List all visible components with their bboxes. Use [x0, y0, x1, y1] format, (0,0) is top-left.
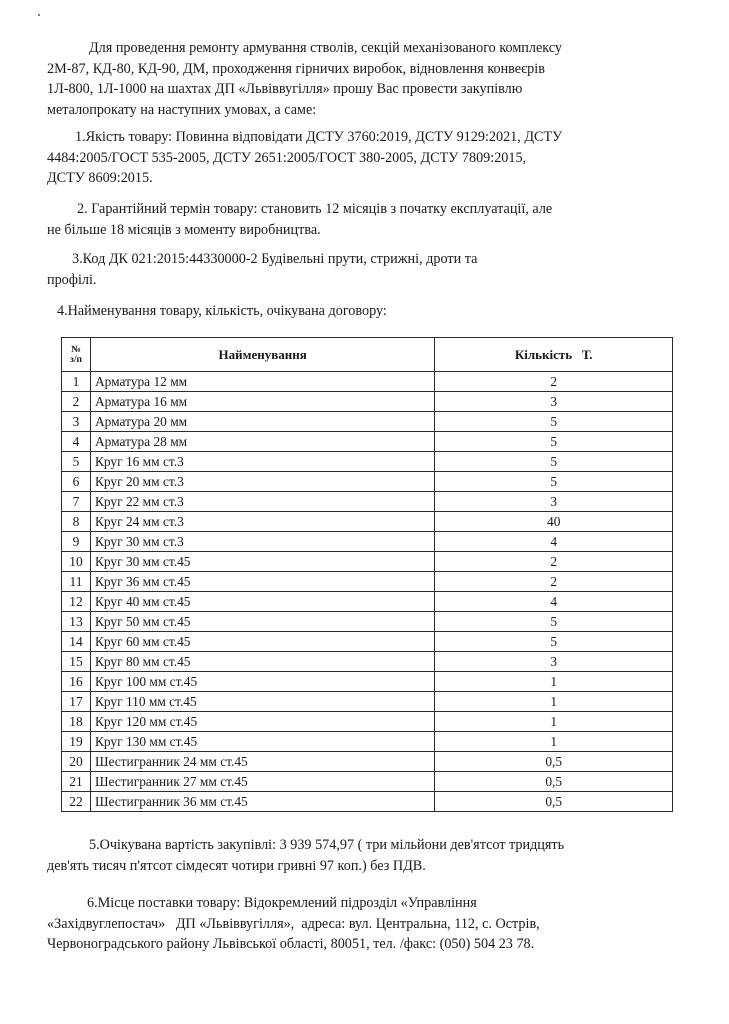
warranty-line-1: 2. Гарантійний термін товару: становить 12 місяців з початку експлуатації, але — [77, 201, 553, 217]
header-number — [62, 338, 91, 372]
row-number: 10 — [62, 552, 91, 572]
code-line-1: 3.Код ДК 021:2015:44330000-2 Будівельні прути, стрижні, дроти та — [72, 251, 478, 267]
row-name: Арматура 28 мм — [90, 432, 434, 452]
table-body — [62, 372, 673, 812]
row-quantity: 1 — [435, 732, 673, 752]
row-quantity: 3 — [435, 652, 673, 672]
table-row — [62, 492, 673, 512]
row-number: 4 — [62, 432, 91, 452]
table-row — [62, 792, 673, 812]
table-row — [62, 652, 673, 672]
row-number: 9 — [62, 532, 91, 552]
row-name: Круг 100 мм ст.45 — [90, 672, 434, 692]
row-name: Круг 120 мм ст.45 — [90, 712, 434, 732]
cost-line-2: дев'ять тисяч п'ятсот сімдесят чотири гривні 97 коп.) без ПДВ. — [47, 857, 426, 874]
row-number: 5 — [62, 452, 91, 472]
goods-table — [61, 337, 673, 812]
row-quantity: 5 — [435, 632, 673, 652]
row-name: Круг 20 мм ст.3 — [90, 472, 434, 492]
row-name: Шестигранник 24 мм ст.45 — [90, 752, 434, 772]
table-row — [62, 612, 673, 632]
table-row — [62, 752, 673, 772]
row-quantity: 5 — [435, 472, 673, 492]
quality-line-2: 4484:2005/ГОСТ 535-2005, ДСТУ 2651:2005/ГОСТ 380-2005, ДСТУ 7809:2015, — [47, 149, 527, 166]
row-name: Шестигранник 27 мм ст.45 — [90, 772, 434, 792]
row-quantity: 2 — [435, 552, 673, 572]
row-quantity: 0,5 — [435, 772, 673, 792]
row-number: 16 — [62, 672, 91, 692]
row-name: Круг 30 мм ст.45 — [90, 552, 434, 572]
table-row — [62, 372, 673, 392]
header-quantity: Кількість Т. — [435, 338, 673, 372]
header-name: Найменування — [90, 338, 434, 372]
row-number: 6 — [62, 472, 91, 492]
row-quantity: 1 — [435, 692, 673, 712]
delivery-line-3: Червоноградського району Львівської області, 80051, тел. /факс: (050) 504 23 78. — [47, 936, 535, 952]
goods-heading-text: 4.Найменування товару, кількість, очікувана договору: — [57, 303, 387, 319]
table-row — [62, 632, 673, 652]
row-number: 12 — [62, 592, 91, 612]
row-number: 21 — [62, 772, 91, 792]
row-name: Круг 30 мм ст.3 — [90, 532, 434, 552]
row-name: Круг 24 мм ст.3 — [90, 512, 434, 532]
table-row — [62, 532, 673, 552]
table-row — [62, 732, 673, 752]
cost-paragraph — [47, 835, 670, 876]
row-number: 8 — [62, 512, 91, 532]
row-number: 3 — [62, 412, 91, 432]
intro-line-4: металопрокату на наступних умовах, а саме: — [47, 101, 317, 118]
row-name: Круг 110 мм ст.45 — [90, 692, 434, 712]
row-number: 22 — [62, 792, 91, 812]
table-row — [62, 512, 673, 532]
delivery-line-2: «Західвуглепостач» ДП «Львіввугілля», адреса: вул. Центральна, 112, с. Острів, — [47, 915, 540, 932]
row-name: Круг 16 мм ст.3 — [90, 452, 434, 472]
table-row — [62, 432, 673, 452]
row-number: 1 — [62, 372, 91, 392]
quality-line-3: ДСТУ 8609:2015. — [47, 170, 153, 186]
row-name: Круг 60 мм ст.45 — [90, 632, 434, 652]
warranty-line-2: не більше 18 місяців з моменту виробництва. — [47, 221, 321, 238]
row-number: 14 — [62, 632, 91, 652]
row-name: Круг 50 мм ст.45 — [90, 612, 434, 632]
warranty-paragraph — [47, 199, 670, 240]
row-quantity: 5 — [435, 612, 673, 632]
table-row — [62, 592, 673, 612]
table-row — [62, 452, 673, 472]
row-number: 18 — [62, 712, 91, 732]
table-row — [62, 712, 673, 732]
row-quantity: 5 — [435, 412, 673, 432]
row-name: Круг 130 мм ст.45 — [90, 732, 434, 752]
table-row — [62, 572, 673, 592]
row-number: 7 — [62, 492, 91, 512]
row-name: Арматура 12 мм — [90, 372, 434, 392]
row-quantity: 0,5 — [435, 792, 673, 812]
row-quantity: 1 — [435, 672, 673, 692]
row-name: Круг 36 мм ст.45 — [90, 572, 434, 592]
table-row — [62, 412, 673, 432]
intro-line-1: Для проведення ремонту армування стволів, секцій механізованого комплексу — [89, 40, 563, 56]
row-quantity: 3 — [435, 492, 673, 512]
row-number: 17 — [62, 692, 91, 712]
row-quantity: 0,5 — [435, 752, 673, 772]
delivery-paragraph — [47, 893, 670, 955]
row-name: Круг 80 мм ст.45 — [90, 652, 434, 672]
row-name: Арматура 20 мм — [90, 412, 434, 432]
row-name: Круг 40 мм ст.45 — [90, 592, 434, 612]
row-quantity: 4 — [435, 532, 673, 552]
table-header-row — [62, 338, 673, 372]
quality-line-1: 1.Якість товару: Повинна відповідати ДСТУ 3760:2019, ДСТУ 9129:2021, ДСТУ — [75, 129, 563, 145]
table-row — [62, 692, 673, 712]
cost-line-1: 5.Очікувана вартість закупівлі: 3 939 574,97 ( три мільйони дев'ятсот тридцять — [89, 837, 565, 853]
delivery-line-1: 6.Місце поставки товару: Відокремлений підрозділ «Управління — [87, 895, 477, 911]
row-quantity: 4 — [435, 592, 673, 612]
table-row — [62, 672, 673, 692]
row-number: 2 — [62, 392, 91, 412]
row-quantity: 1 — [435, 712, 673, 732]
intro-paragraph — [47, 38, 670, 120]
row-name: Шестигранник 36 мм ст.45 — [90, 792, 434, 812]
row-number: 15 — [62, 652, 91, 672]
quality-paragraph — [47, 127, 670, 189]
header-number-line-2: з/п — [70, 354, 82, 365]
code-line-2: профілі. — [47, 271, 97, 288]
row-number: 11 — [62, 572, 91, 592]
row-number: 19 — [62, 732, 91, 752]
header-number-line-1: № — [71, 344, 81, 355]
table-row — [62, 552, 673, 572]
code-paragraph — [47, 249, 670, 290]
row-quantity: 5 — [435, 452, 673, 472]
row-number: 20 — [62, 752, 91, 772]
row-name: Круг 22 мм ст.3 — [90, 492, 434, 512]
row-quantity: 2 — [435, 372, 673, 392]
row-name: Арматура 16 мм — [90, 392, 434, 412]
table-row — [62, 772, 673, 792]
table-row — [62, 392, 673, 412]
intro-line-3: 1Л-800, 1Л-1000 на шахтах ДП «Львіввугілля» прошу Вас провести закупівлю — [47, 81, 523, 97]
row-quantity: 40 — [435, 512, 673, 532]
scan-speck — [38, 14, 40, 16]
intro-line-2: 2М-87, КД-80, КД-90, ДМ, проходження гірничих виробок, відновлення конвеєрів — [47, 60, 545, 77]
row-number: 13 — [62, 612, 91, 632]
row-quantity: 5 — [435, 432, 673, 452]
table-row — [62, 472, 673, 492]
row-quantity: 2 — [435, 572, 673, 592]
goods-heading — [47, 301, 670, 322]
row-quantity: 3 — [435, 392, 673, 412]
